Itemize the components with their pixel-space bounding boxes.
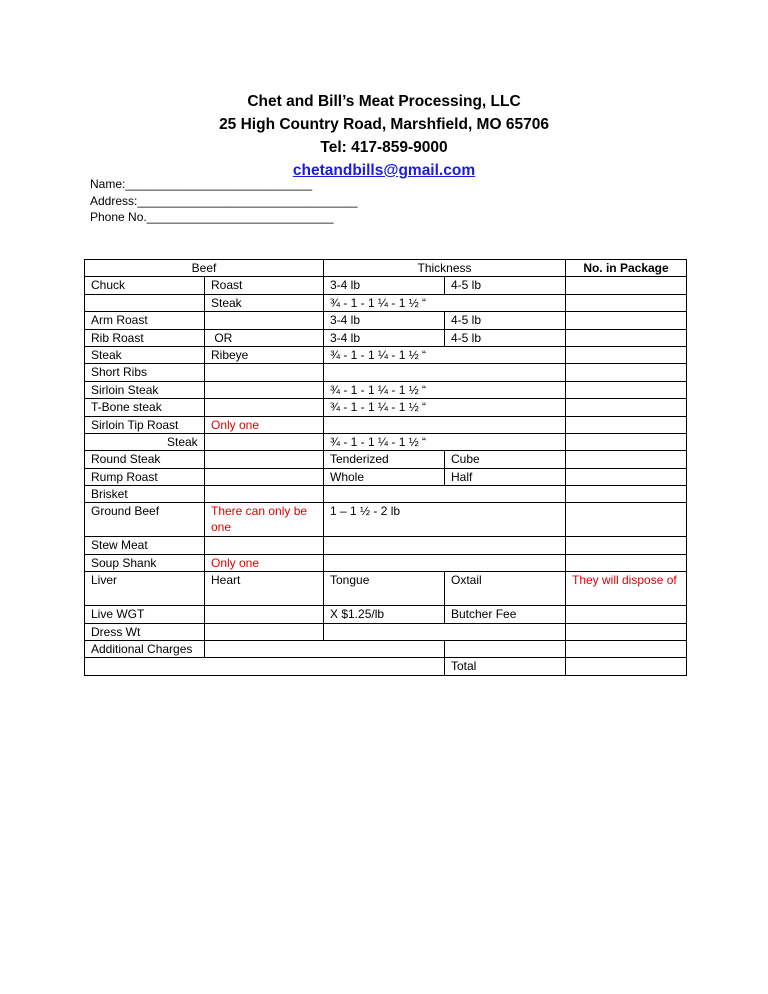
table-row <box>85 312 687 329</box>
package-cell[interactable] <box>566 277 687 294</box>
package-cell[interactable] <box>566 294 687 311</box>
table-row <box>85 606 687 623</box>
option-cell[interactable] <box>205 606 324 623</box>
thickness-cell[interactable]: 1 – 1 ½ - 2 lb <box>324 503 566 537</box>
option-cell[interactable]: OR <box>205 329 324 346</box>
cut-cell: Rib Roast <box>85 329 205 346</box>
thickness-cell[interactable]: Whole <box>324 468 445 485</box>
option-cell[interactable] <box>205 312 324 329</box>
company-name: Chet and Bill’s Meat Processing, LLC <box>247 93 521 110</box>
option-cell[interactable] <box>205 451 324 468</box>
header-no-in-package: No. in Package <box>566 260 687 277</box>
table-row <box>85 554 687 571</box>
table-row <box>85 486 687 503</box>
package-cell[interactable] <box>566 468 687 485</box>
package-cell[interactable] <box>566 537 687 554</box>
thickness-cell[interactable]: 3-4 lb <box>324 277 445 294</box>
package-cell[interactable] <box>566 416 687 433</box>
email-link[interactable]: chetandbills@gmail.com <box>292 162 476 179</box>
note-cell: Only one <box>205 554 324 571</box>
package-cell[interactable] <box>566 399 687 416</box>
cut-cell: Dress Wt <box>85 623 205 640</box>
cut-cell: Liver <box>85 572 205 606</box>
package-cell[interactable] <box>566 623 687 640</box>
package-cell[interactable] <box>566 312 687 329</box>
table-row <box>85 277 687 294</box>
package-cell[interactable] <box>566 364 687 381</box>
table-row <box>85 623 687 640</box>
option-cell[interactable] <box>205 381 324 398</box>
table-row <box>85 572 687 606</box>
table-row <box>85 346 687 363</box>
cut-cell: Round Steak <box>85 451 205 468</box>
customer-contact-fields <box>90 176 358 226</box>
table-row <box>85 329 687 346</box>
address-field[interactable]: Address:_________________________________ <box>90 193 358 208</box>
cut-cell: Brisket <box>85 486 205 503</box>
order-table <box>84 259 687 676</box>
table-row <box>85 451 687 468</box>
charges-cell[interactable] <box>205 641 445 658</box>
option-cell[interactable]: Roast <box>205 277 324 294</box>
thickness-cell[interactable] <box>324 486 566 503</box>
cut-cell: Additional Charges <box>85 641 205 658</box>
thickness-cell[interactable]: 3-4 lb <box>324 329 445 346</box>
package-cell[interactable] <box>566 433 687 450</box>
cut-cell: Steak <box>85 346 205 363</box>
option-cell[interactable] <box>205 433 324 450</box>
table-row <box>85 468 687 485</box>
option-cell[interactable]: Steak <box>205 294 324 311</box>
option-cell[interactable] <box>205 364 324 381</box>
cut-cell: Arm Roast <box>85 312 205 329</box>
company-phone: Tel: 417-859-9000 <box>320 139 448 156</box>
table-row <box>85 641 687 658</box>
thickness-cell[interactable]: Tongue <box>324 572 445 606</box>
thickness-cell[interactable] <box>324 364 566 381</box>
thickness-alt-cell[interactable]: 4-5 lb <box>445 277 566 294</box>
thickness-cell[interactable]: ¾ - 1 - 1 ¼ - 1 ½ “ <box>324 346 566 363</box>
cut-cell: Sirloin Tip Roast <box>85 416 205 433</box>
option-cell[interactable] <box>205 399 324 416</box>
note-cell: There can only be one <box>205 503 324 537</box>
cut-cell: Rump Roast <box>85 468 205 485</box>
package-cell[interactable] <box>566 503 687 537</box>
table-row <box>85 503 687 537</box>
total-value[interactable] <box>566 658 687 675</box>
table-row <box>85 381 687 398</box>
table-row <box>85 433 687 450</box>
cut-cell: T-Bone steak <box>85 399 205 416</box>
cut-cell <box>85 294 205 311</box>
total-label: Total <box>445 658 566 675</box>
option-cell[interactable] <box>205 486 324 503</box>
package-cell[interactable] <box>566 329 687 346</box>
package-cell[interactable] <box>566 606 687 623</box>
thickness-cell[interactable] <box>324 623 566 640</box>
price-cell: X $1.25/lb <box>324 606 445 623</box>
option-cell[interactable]: Heart <box>205 572 324 606</box>
thickness-cell[interactable] <box>324 537 566 554</box>
option-cell[interactable] <box>205 468 324 485</box>
package-cell[interactable] <box>566 381 687 398</box>
thickness-alt-cell[interactable]: 4-5 lb <box>445 312 566 329</box>
note-cell: Only one <box>205 416 324 433</box>
header-beef: Beef <box>85 260 324 277</box>
cut-cell: Live WGT <box>85 606 205 623</box>
note-cell: They will dispose of <box>566 572 687 606</box>
cut-cell: Short Ribs <box>85 364 205 381</box>
thickness-alt-cell[interactable]: Oxtail <box>445 572 566 606</box>
phone-field[interactable]: Phone No.____________________________ <box>90 210 334 224</box>
package-cell[interactable] <box>566 346 687 363</box>
table-row <box>85 416 687 433</box>
package-cell[interactable] <box>566 641 687 658</box>
thickness-alt-cell[interactable]: Cube <box>445 451 566 468</box>
name-field[interactable]: Name:____________________________ <box>90 177 313 191</box>
cut-cell: Sirloin Steak <box>85 381 205 398</box>
thickness-alt-cell[interactable] <box>445 641 566 658</box>
header-thickness: Thickness <box>324 260 566 277</box>
thickness-cell[interactable]: ¾ - 1 - 1 ¼ - 1 ½ “ <box>324 381 566 398</box>
thickness-cell[interactable]: 3-4 lb <box>324 312 445 329</box>
package-cell[interactable] <box>566 486 687 503</box>
blank-cell <box>85 658 445 675</box>
cut-cell: Steak <box>85 433 205 450</box>
option-cell[interactable] <box>205 537 324 554</box>
cut-cell: Stew Meat <box>85 537 205 554</box>
thickness-cell[interactable] <box>324 416 566 433</box>
option-cell[interactable]: Ribeye <box>205 346 324 363</box>
company-address: 25 High Country Road, Marshfield, MO 65706 <box>219 116 549 133</box>
table-row <box>85 537 687 554</box>
table-row <box>85 364 687 381</box>
table-row <box>85 294 687 311</box>
thickness-cell[interactable]: ¾ - 1 - 1 ¼ - 1 ½ “ <box>324 294 566 311</box>
letterhead <box>0 90 768 182</box>
cut-cell: Chuck <box>85 277 205 294</box>
package-cell[interactable] <box>566 451 687 468</box>
thickness-alt-cell[interactable]: 4-5 lb <box>445 329 566 346</box>
thickness-cell[interactable]: ¾ - 1 - 1 ¼ - 1 ½ “ <box>324 433 566 450</box>
table-row <box>85 399 687 416</box>
thickness-cell[interactable] <box>324 554 566 571</box>
package-cell[interactable] <box>566 554 687 571</box>
thickness-cell[interactable]: Tenderized <box>324 451 445 468</box>
table-row <box>85 658 687 675</box>
option-cell[interactable] <box>205 623 324 640</box>
table-header-row <box>85 260 687 277</box>
thickness-cell[interactable]: ¾ - 1 - 1 ¼ - 1 ½ “ <box>324 399 566 416</box>
cut-cell: Ground Beef <box>85 503 205 537</box>
cut-cell: Soup Shank <box>85 554 205 571</box>
fee-label-cell: Butcher Fee <box>445 606 566 623</box>
thickness-alt-cell[interactable]: Half <box>445 468 566 485</box>
